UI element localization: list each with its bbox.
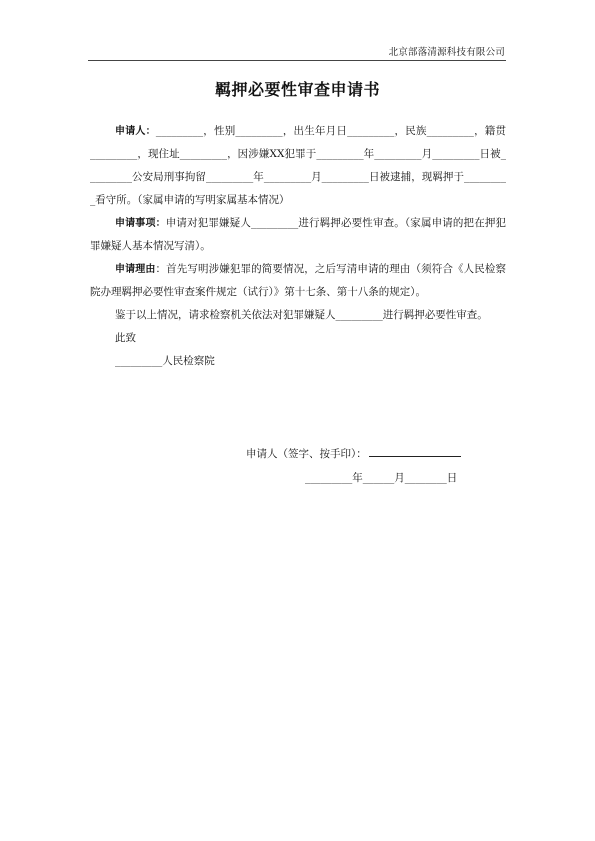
company-name: 北京部落清源科技有限公司	[388, 47, 505, 58]
document-body	[90, 120, 506, 373]
reason-label: 申请理由	[115, 264, 156, 275]
signature-date: _________年______月________日	[305, 472, 458, 484]
applicant-paragraph	[90, 120, 506, 212]
matter-text: 申请对犯罪嫌疑人_________进行羁押必要性审查。（家属申请的把在押犯罪嫌疑人基本情况写清）。	[90, 217, 507, 252]
signature-line	[369, 444, 461, 457]
header-divider	[88, 60, 506, 61]
matter-paragraph	[90, 212, 506, 258]
signature-block	[246, 443, 461, 466]
signature-label: 申请人（签字、按手印）：	[246, 448, 367, 460]
applicant-label: 申请人：	[115, 126, 156, 137]
reason-paragraph	[90, 258, 506, 304]
applicant-text: _________，性别_________，出生年月日_________，民族_________，籍贯_________，现住址_________，因涉嫌XX犯罪于_________年_________月_________日被_________公安局刑事拘留_________年_________月_________日被逮捕，现羁押于_________看守所。（家属申请的写明家属基本情况）	[90, 125, 507, 206]
reason-text: ：首先写明涉嫌犯罪的简要情况，之后写清申请的理由（须符合《人民检察院办理羁押必要性审查案件规定（试行）》第十七条、第十八条的规定）。	[90, 263, 506, 298]
conclusion-paragraph: 鉴于以上情况，请求检察机关依法对犯罪嫌疑人_________进行羁押必要性审查。	[115, 309, 488, 321]
salutation: 此致	[115, 332, 136, 344]
recipient: _________人民检察院	[115, 355, 215, 367]
matter-label: 申请事项：	[115, 218, 166, 229]
document-title: 羁押必要性审查申请书	[214, 80, 380, 99]
